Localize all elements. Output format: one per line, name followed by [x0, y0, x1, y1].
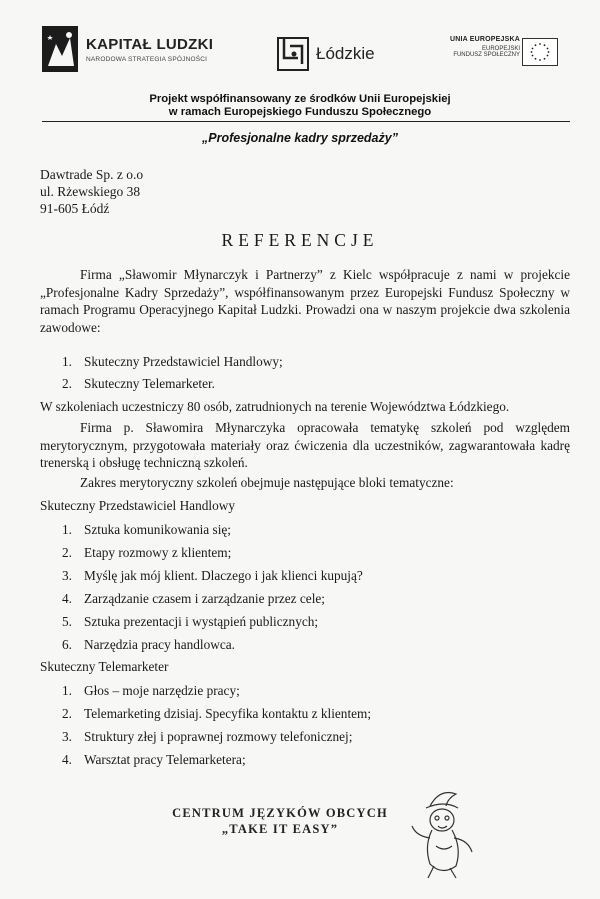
paragraph-participants: W szkoleniach uczestniczy 80 osób, zatrudnionych na terenie Województwa Łódzkiego.	[40, 399, 510, 414]
section-title-telemarketer: Skuteczny Telemarketer	[40, 659, 169, 674]
paragraph-materials: Firma p. Sławomira Młynarczyka opracowała tematykę szkoleń pod względem merytorycznym, przygotowała materiały oraz ćwiczenia dla uczestników, zagwarantowała kadrę trenerską i obsługę techniczną szkoleń.	[40, 420, 570, 470]
reference-letter-page: KAPITAŁ LUDZKI NARODOWA STRATEGIA SPÓJNOŚCI Łódzkie UNIA EUROPEJSKA EUROPEJSKI FUNDUSZ SPOŁECZNY Projekt współfinansowany ze środków Unii Europejskiej w ramach Europejskiego Funduszu Społecznego „Profesjonalne kadry sprzedaży” Dawtrade Sp. z o.o ul. Rżewskiego 38 91-605 Łódź REFERENCJE Firma „Sławomir Młynarczyk i Partnerzy” z Kielc współpracuje z nami w projekcie „Profesjonalne Kadry Sprzedaży”, współfinansowanym przez Europejski Fundusz Społeczny w ramach Programu Operacyjnego Kapitał Ludzki. Prowadzi ona w naszym projekcie dwa szkolenia zawodowe: 1. Skuteczny Przedstawiciel Handlowy; 2. Skuteczny Telemarketer. W szkoleniach uczestniczy 80 osób, zatrudnionych na terenie Województwa Łódzkiego. Firma p. Sławomira Młynarczyka opracowała tematykę szkoleń pod względem merytorycznym, przygotowała materiały oraz ćwiczenia dla uczestników, zagwarantowała kadrę trenerską i obsługę techniczną szkoleń. Zakres merytoryczny szkoleń obejmuje następujące bloki tematyczne: Skuteczny Przedstawiciel Handlowy 1. Sztuka komunikowania się; 2. Etapy rozmowy z klientem; 3. Myślę jak mój klient. Dlaczego i jak klienci kupują? 4. Zarządzanie czasem i zarządzanie przez cele; 5. Sztuka prezentacji i wystąpień publicznych; 6. Narzędzia pracy handlowca. Skuteczny Telemarketer 1. Głos – moje narzędzie pracy; 2. Telemarketing dzisiaj. Specyfika kontaktu z klientem; 3. Struktury złej i poprawnej rozmowy telefonicznej; 4. Warsztat pracy Telemarketera; CENTRUM JĘZYKÓW OBCYCH „TAKE IT EASY”	[0, 0, 600, 899]
project-funding-line2: w ramach Europejskiego Funduszu Społecznego	[168, 106, 432, 118]
document-heading: REFERENCJE	[221, 230, 379, 250]
eu-fund-line2: FUNDUSZ SPOŁECZNY	[453, 52, 520, 58]
lodzkie-logo	[276, 34, 406, 74]
kapital-ludzki-emblem-icon	[42, 26, 78, 72]
stamp-line2: „TAKE IT EASY”	[221, 822, 339, 836]
section-title-sales-rep: Skuteczny Przedstawiciel Handlowy	[40, 498, 235, 513]
project-funding-note	[0, 93, 600, 119]
lodzkie-name: Łódzkie	[316, 44, 375, 63]
lodzkie-emblem-icon	[276, 34, 312, 74]
stamp-line1: CENTRUM JĘZYKÓW OBCYCH	[172, 806, 388, 820]
paragraph-intro: Firma „Sławomir Młynarczyk i Partnerzy” z Kielc współpracuje z nami w projekcie „Profesjonalne Kadry Sprzedaży”, współfinansowanym przez Europejski Fundusz Społeczny w ramach Programu Operacyjnego Kapitał Ludzki. Prowadzi ona w naszym projekcie dwa szkolenia zawodowe:	[40, 267, 570, 335]
company-stamp	[160, 805, 400, 837]
eu-logo	[440, 36, 580, 72]
kapital-ludzki-title: KAPITAŁ LUDZKI	[86, 36, 214, 53]
address-company: Dawtrade Sp. z o.o	[40, 167, 144, 182]
project-title: „Profesjonalne kadry sprzedaży”	[202, 131, 398, 145]
kapital-ludzki-logo	[42, 26, 222, 72]
header-divider	[42, 121, 570, 122]
address-street: ul. Rżewskiego 38	[40, 184, 141, 199]
company-address	[40, 166, 143, 217]
paragraph-scope: Zakres merytoryczny szkoleń obejmuje następujące bloki tematyczne:	[80, 475, 454, 490]
eu-name: UNIA EUROPEJSKA	[449, 36, 520, 43]
eu-flag-icon	[522, 38, 558, 66]
mascot-figure-icon	[400, 786, 480, 881]
eu-text	[450, 36, 520, 58]
kapital-ludzki-subtitle: NARODOWA STRATEGIA SPÓJNOŚCI	[86, 56, 208, 63]
project-funding-line1: Projekt współfinansowany ze środków Unii Europejskiej	[149, 93, 451, 105]
eu-fund-line1: EUROPEJSKI	[481, 46, 520, 52]
address-city: 91-605 Łódź	[40, 201, 110, 216]
